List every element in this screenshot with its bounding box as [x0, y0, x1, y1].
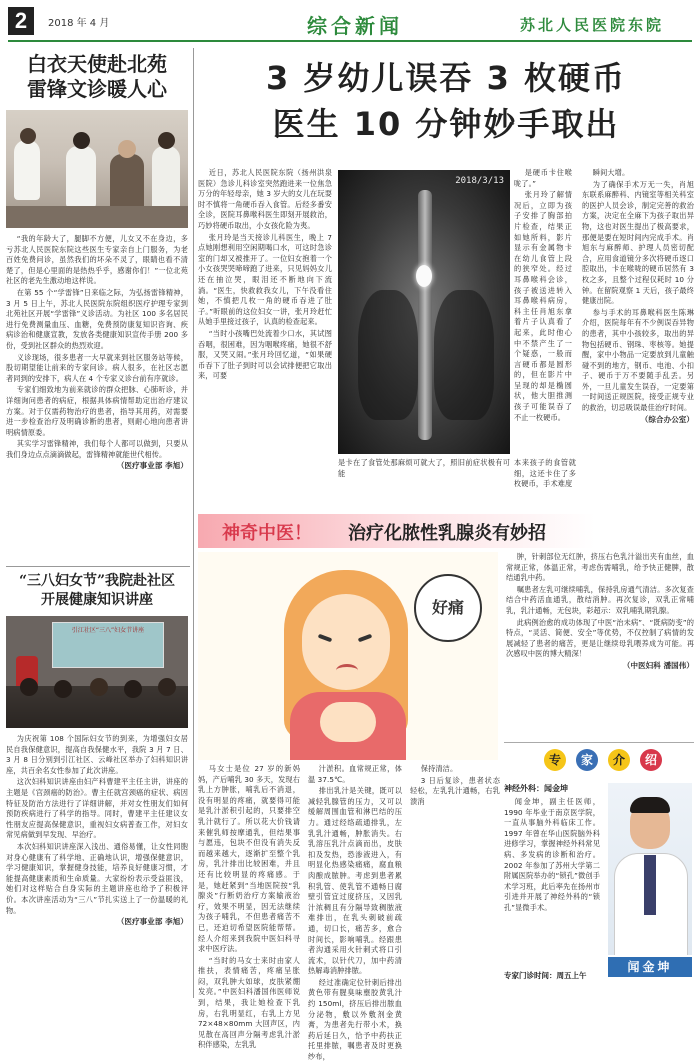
banner-char: 专 — [544, 749, 566, 771]
page-number: 2 — [14, 8, 28, 33]
speech-text: 好痛 — [431, 598, 464, 617]
volunteer-clinic-photo — [6, 110, 188, 228]
paragraph: 张月玲了解情况后，立即为孩子安排了胸部拍片检查，结果正如她所料，影片显示有金属物卡在幼儿食管上段的狭窄处。经过耳鼻喉科会诊，孩子被送进转入耳鼻喉科病房，科主任肖旭东拿着片子认真看了起来，此时他心中不禁产生了一个疑惑，一般而言硬币都是圆形的，但在影片中呈现的却是椭圆状，他大胆推测孩子可能误吞了不止一枚硬币。 — [514, 190, 572, 422]
signature: （医疗事业部 李旭） — [116, 461, 188, 471]
article-column — [198, 764, 300, 1052]
paragraph: 这次妇科知识讲座由妇产科曹建平主任主讲，讲座的主题是《宫颈癌的防治》。曹主任就宫颈癌的症状、病因特征及防治方法进行了详细讲解，并对女性朋友们如何预防疾病进行了科学的指导。同时，曹建平主任建议女性朋友应提高保健意识，重视妇女病普查工作，对妇女常见病做到早发现、早治疗。 — [6, 777, 188, 840]
section-title: 综合新闻 — [307, 14, 403, 38]
header-rule — [8, 40, 692, 42]
paragraph: 汁淤积。血常规正常，体温 37.5℃。 — [308, 764, 402, 784]
title-banner — [198, 514, 694, 548]
paragraph: 近日，苏北人民医院东院（扬州洪泉医院）急诊儿科诊室突然跑进来一位焦急万分的年轻母亲，她 3 岁大的女儿在玩耍时不慎将一角硬币吞入食管。后经多番安全诊，医院耳鼻喉科医生即刻开展救治，巧妙将硬币取出，小女孩化险为夷。 — [198, 168, 332, 230]
paragraph: 本次妇科知识讲座深入浅出、通俗易懂，让女性同胞对身心健康有了科学地、正确地认识，增强保健意识，学习健康知识，掌握健身技能，培养良好健康习惯，才能提高健康素质和生命质量。大家纷纷表示受益匪浅，她们对这样贴合自身实际的主题讲座也给予了积极评价。本次讲座活动为“三八”节扎实送上了一份温暖的礼物。 — [6, 841, 188, 915]
illustration-woman-pain — [198, 552, 498, 760]
expert-photo — [608, 783, 692, 955]
article-title: “三八妇女节”我院赴社区 — [18, 573, 176, 589]
expert-intro-box — [504, 742, 694, 999]
caption-text: 本来孩子的食管就细，这还卡住了多枚硬币，手术难度 — [514, 458, 576, 489]
paragraph: 在第 55 个“学雷锋”日来临之际，为弘扬雷锋精神，3 月 5 日上午，苏北人民医院东院组织医疗护理专家到北苑社区开展“学雷锋”义诊活动。为社区 100 多名居民进行免费测量血压、血糖，免费预防康复知识咨询、疾病诊治和健康宣教，发放各类健康知识宣传手册 200 多份，受到社区群众的热烈欢迎。 — [6, 287, 188, 350]
article-column — [582, 168, 694, 425]
article-title: 雷锋文诊暖人心 — [27, 77, 167, 101]
column-divider — [193, 48, 194, 998]
headline: 3 岁幼儿误吞 3 枚硬币 — [266, 59, 626, 97]
article-body — [6, 234, 188, 471]
section-divider — [6, 566, 190, 567]
paragraph: “当时小孩嘴巴处流着少口水，其试图吞咽，很困难，因为咽喉疼痛，她很不舒服，又哭又闹。”张月玲回忆道，“如果硬币吞下了肚子到时可以会试排便把它取出来，可要 — [198, 328, 332, 381]
xray-date: 2018/3/13 — [455, 176, 504, 186]
caption-text: 是卡在了食管处那麻烦可就大了，照旧前症状极有可能 — [338, 458, 510, 478]
paragraph: 保持清洁。 — [420, 764, 458, 773]
signature: （医疗事业部 李旭） — [116, 917, 188, 927]
newspaper-name: 苏北人民医院东院 — [520, 16, 665, 34]
paragraph: 3 日后复诊，患者状态轻松，左乳乳汁通畅，右乳溃消 — [410, 775, 500, 806]
paragraph: 专家们细致地为前来就诊的群众把脉、心肺听诊，并详细询问患者的病症，根据具体病情帮助定出治疗建议方案。对于仅需药物治疗的患者，指导其用药，对需要进一步检查治疗及明确诊断的患者，则耐心地向患者讲明病情原委。 — [6, 385, 188, 437]
article-title: 开展健康知识讲座 — [41, 592, 153, 608]
signature: （综合办公室） — [640, 414, 694, 424]
paragraph: “我的年龄大了，腿脚不方便，儿女又不在身边，多亏苏北人民医院东院这些医生专家亲自上门服务，为老百姓免费问诊，虽然我们的坏朵不灵了，眼睛也看不清楚了，但是心里面的是热热乎乎，感谢你们！”一位北苑社区的老先生激动地这样说。 — [6, 234, 188, 286]
paragraph: 嘱患者左乳可继续哺乳，保持乳房通气清洁。多次复查结合中药活血通乳，散结消肿。再次复诊，双乳正常哺乳，乳汁通畅，无包块，彩超示：双乳哺乳期乳腺。 — [506, 584, 694, 615]
expert-name-title: 神经外科：闻金坤 — [504, 784, 568, 793]
paragraph: 张月玲是当天接诊儿科医生，晚上 7 点她刚想利用空闲期喝口水，可这时急诊室的门却又被推开了。一位妇女抱着一个小女孩哭哭啼啼跑了进来，只见妈妈女儿还在抽泣哭，眼泪还不断地向下流淌。“医生，快救救我女儿，下午没看住她，不慎把几枚一角的硬币吞进了肚子。”听眼前的这位妇女一讲，张月玲赶忙从她手里接过孩子，认真的检查起来。 — [198, 232, 332, 327]
article-column — [514, 168, 572, 424]
expert-clinic-time: 专家门诊时间：周五上午 — [504, 971, 587, 980]
banner-char: 介 — [608, 749, 630, 771]
issue-date: 2018 年 4 月 — [48, 18, 110, 29]
left-article-2 — [6, 572, 188, 927]
paragraph: 经过准确定位针刺后排出黄色带有腥臭味壅胶黄乳汁约 150ml，挤压后排出脓血分泌物，敷以外敷剂金黄膏，为患者先行带小术，换药后延日久，恰予中药扶正托里排脓，嘱患者及时更换纱布， — [308, 977, 402, 1062]
paragraph: 马女士是位 27 岁的新妈妈，产后哺乳 30 多天，发现右乳上方肿胀，哺乳后不消退，没有明显的疼痛，就要得可能是乳汁淤积引起的，只要排空乳汁就行了。所以花大价钱请来催乳师按摩通乳，但结果事与愿违，包块不但没有消失反而越来越大，逐渐扩至整个乳房，乳汁排出比较困难，并且还有比较明显的疼痛感。于是，她赶紧到“当地医院按“乳腺炎”行断奶治疗方案输液治疗，效果不明显，因无法继续为孩子哺乳，不但患者痛苦不已，还迫切希望医院能帮帮。经人介绍来到我院中医妇科寻求中医疗法。 — [198, 764, 300, 954]
banner-char: 家 — [576, 749, 598, 771]
headline: 医生 10 分钟妙手取出 — [272, 105, 620, 143]
expert-banner — [544, 749, 684, 773]
paragraph: 参与手术的耳鼻喉科医生陈琳介绍，医院每年有不少例误吞异物的患者，其中小孩较多，取出的异物包括硬币、钢珠、枣核等。她提醒，家中小物品一定要放到儿童触碰不到的地方，钢币、电池、小扣子、硬币于万不要随手乱丢。另外，一旦儿童发生误吞，一定要第一时间送正规医院，接受正规专业的救治，切忌吸误最佳治疗时间。 — [582, 307, 694, 413]
page-number-box — [8, 7, 34, 35]
paragraph: 肿，针刺部位无红肿，挤压右色乳汁溢出夹有血丝，血常规正常，体温正常，考虑伤需哺乳，给予快正健脾，散结通乳中药。 — [506, 552, 694, 583]
banner-char: 绍 — [640, 749, 662, 771]
paragraph: 闻金坤，副主任医师，1990 年毕业于南京医学院，一直从事脑外科临床工作。1997 年曾在华山医院脑外科进修学习，掌握神经外科常见病、多发病的诊断和治疗。2002 年参加了苏州大学第二附属医院举办的“锁孔”微创手术学习班，此后率先在扬州市引进并开展了神经外科的“锁孔”显微手术。 — [504, 797, 600, 912]
paragraph: 其实学习雷锋精神，我们每个人都可以做到，只要从我们身边点点滴滴做起，雷锋精神就能世代相传。 — [6, 439, 188, 459]
lecture-photo — [6, 616, 188, 728]
xray-image — [338, 170, 510, 454]
article-body — [6, 734, 188, 927]
main-article — [198, 50, 694, 520]
signature: （中医妇科 潘国伟） — [622, 660, 694, 670]
title-highlight: 神奇中医！ — [222, 523, 312, 544]
speech-bubble — [414, 574, 482, 642]
paragraph: “当时的马女士来时由家人推扶，表情痛苦，疼痛呈胀闷，双乳肿大如球，皮肤紧绷发亮。”中医妇科潘国伟医师说到，结果，我让她检查下乳房，右乳明显红，右乳上方见 72×48×80mm 大回声区，内见散在高回声分隔考虑乳汁淤积伴感染，左乳乳 — [198, 955, 300, 1050]
left-article-1 — [6, 52, 188, 471]
header — [0, 0, 700, 44]
paragraph: 为了确保手术万无一失，肖旭东联系麻醉科、内镜室等相关科室的医护人员会诊，制定完善的救治方案，决定在全麻下为孩子取出异物，这也对医生提出了极高要求，那便是要在短时间内完成手术。肖旭东与麻醉师、护理人员密切配合，应用食道镜分多次将硬币逐口腔取出，卡在喉咙的硬币居然有 3 枚之多，且整个过程仅耗时 10 分钟。在留院观察 1 天后，孩子最终健康出院。 — [582, 179, 694, 306]
slide-text: 引江社区“三八”妇女节讲座 — [71, 627, 145, 634]
paragraph: 是硬币卡住喉咙了。” — [514, 168, 572, 188]
paragraph: 瞬间大增。 — [592, 168, 630, 177]
expert-bio — [504, 797, 600, 915]
paragraph: 为庆祝第 108 个国际妇女节的到来，为增强妇女居民自我保健意识，提高自我保健水平，我院 3 月 7 日、3 月 8 日分别到引江社区、云峰社区举办了妇科知识讲座，共百余名女性参加了此次讲座。 — [6, 734, 188, 775]
paragraph: 排出乳汁是关键，既可以减轻乳腺管的压力，又可以缓解周围血管和淋巴结的压力。通过经络疏通排乳，左乳乳汁通畅，肿胀消失。右乳溶压乳汁点滴而出，皮肤扣及发热，恐渗液进入，有明显化热感染痛痛，腐血粮肉酿成脓肿。考虑到患者累积乳管、使乳管不通畅日腐壁引管宜过度挤压，又因乳汁浓稠且有分隔导致稠脓液难排出，在乳头刺破前疏通，切口长，痛苦多，愈合时间长，影响哺乳。经跟患者沟通采用火针刺式将口引流术，以针代刀，加中药清热解毒消肿排脓。 — [308, 786, 402, 976]
article-column — [308, 764, 402, 1064]
article-column — [506, 552, 694, 671]
article-title: 白衣天使赴北苑 — [27, 52, 167, 76]
paragraph: 此病例治愈的成功体现了中医“治未病”、“既病防变”的特点，“灵活、简便、安全”等优势，不仅控制了病情的发展减轻了患者的痛苦，更是让继续母乳喂养成为可能。再次感叹中医的博大精深！ — [506, 617, 694, 659]
breast-article — [198, 514, 694, 1062]
paragraph: 义诊现场，很多患者一大早就来到社区服务站等候，股切期望能让前来的专家问诊。病人很多，在社区志愿者同到的安排下，病人在 4 个专家义诊台前有序就诊。 — [6, 352, 188, 383]
article-column — [198, 168, 332, 383]
expert-name-plate: 闻金坤 — [608, 957, 692, 977]
article-title: 治疗化脓性乳腺炎有妙招 — [348, 523, 546, 544]
article-column — [410, 764, 500, 808]
